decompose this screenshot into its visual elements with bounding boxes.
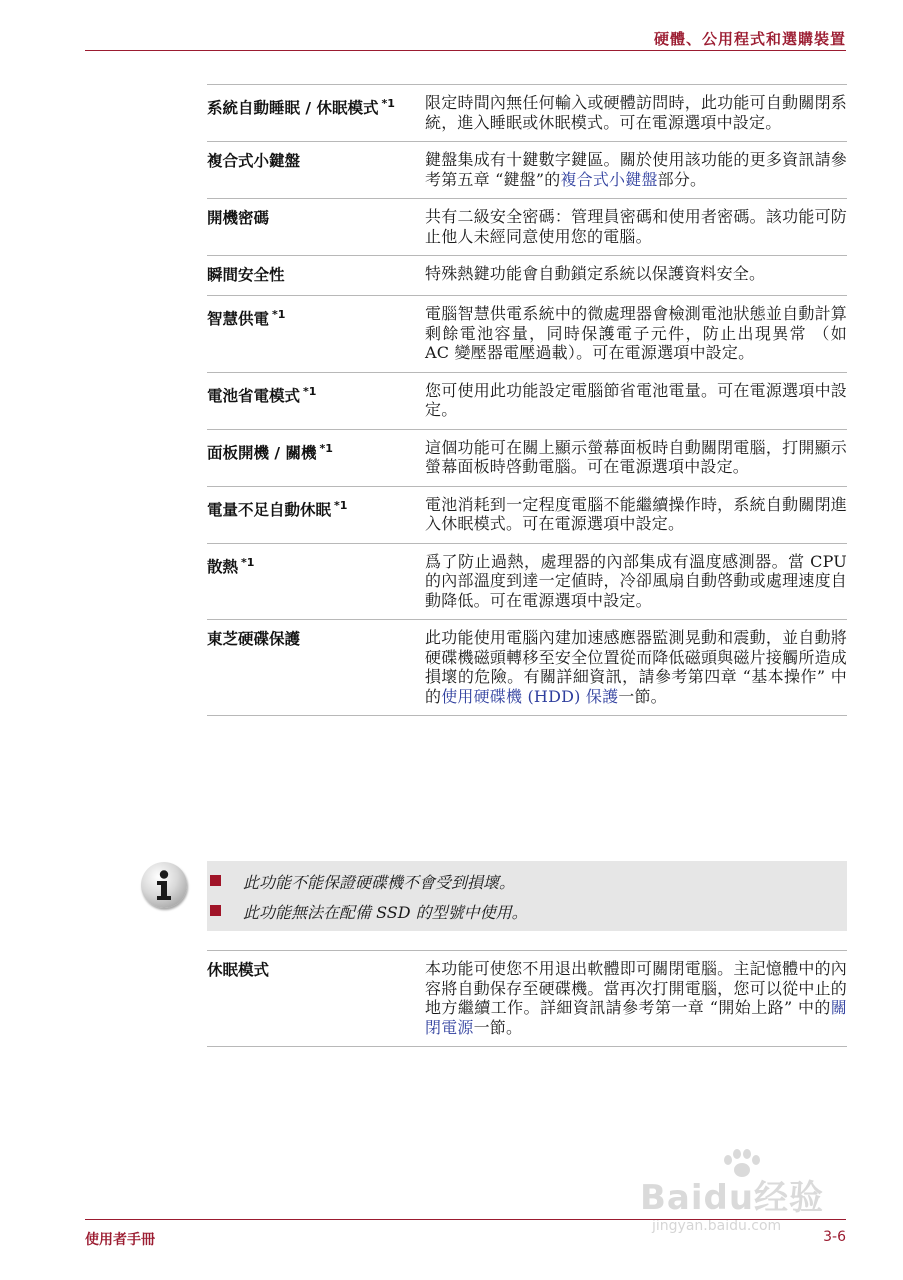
feature-term — [207, 199, 425, 256]
feature-description — [425, 85, 847, 142]
feature-row — [207, 296, 847, 373]
running-header: 硬體、公用程式和選購裝置 — [653, 30, 846, 48]
feature-description — [425, 951, 847, 1047]
feature-row — [207, 142, 847, 199]
feature-description — [425, 620, 847, 716]
feature-description — [425, 256, 847, 296]
cross-reference-link[interactable]: 關閉電源 — [425, 998, 847, 1037]
cross-reference-link[interactable]: 複合式小鍵盤 — [560, 169, 658, 189]
page-number: 3-6 — [823, 1229, 846, 1245]
footer-manual-title: 使用者手冊 — [85, 1232, 155, 1248]
description-text: 鍵盤集成有十鍵數字鍵區。關於使用該功能的更多資訊請參考第五章 “鍵盤”的 — [425, 150, 847, 189]
description-text: 部分。 — [657, 169, 707, 189]
watermark-text: Baidu经验 — [640, 1178, 825, 1218]
feature-term-text: 電量不足自動休眠 — [207, 500, 332, 519]
description-text: 這個功能可在關上顯示螢幕面板時自動關閉電腦，打開顯示螢幕面板時啓動電腦。可在電源選項中設定。 — [425, 437, 847, 476]
feature-row — [207, 486, 847, 543]
description-text: 共有二級安全密碼：管理員密碼和使用者密碼。該功能可防止他人未經同意使用您的電腦。 — [425, 207, 847, 246]
description-text: 限定時間內無任何輸入或硬體訪問時，此功能可自動關閉系統，進入睡眠或休眠模式。可在電源選項中設定。 — [425, 93, 847, 132]
feature-table-hibernation — [207, 950, 847, 1047]
footnote-marker: *1 — [303, 384, 317, 398]
bullet-square-icon — [210, 905, 221, 916]
feature-term — [207, 142, 425, 199]
footer-divider — [85, 1219, 846, 1220]
feature-term — [207, 85, 425, 142]
watermark-url: jingyan.baidu.com — [652, 1218, 782, 1234]
description-text: 此功能使用電腦內建加速感應器監測晃動和震動，並自動將硬碟機磁頭轉移至安全位置從而降低磁頭與磁片接觸所造成損壞的危險。有關詳細資訊，請參考第四章 “基本操作” 中的 — [425, 628, 847, 706]
description-text: 一節。 — [473, 1017, 523, 1037]
description-text: 本功能可使您不用退出軟體即可關閉電腦。主記憶體中的內容將自動保存至硬碟機。當再次打開電腦，您可以從中止的地方繼續工作。詳細資訊請參考第一章 “開始上路” 中的 — [425, 959, 847, 1017]
feature-description — [425, 296, 847, 373]
feature-table — [207, 84, 847, 716]
feature-term-text: 電池省電模式 — [207, 386, 301, 405]
feature-term — [207, 256, 425, 296]
feature-description — [425, 429, 847, 486]
feature-term — [207, 543, 425, 620]
feature-term — [207, 296, 425, 373]
feature-term — [207, 486, 425, 543]
description-text: 電池消耗到一定程度電腦不能繼續操作時，系統自動關閉進入休眠模式。可在電源選項中設定。 — [425, 494, 847, 533]
description-text: 爲了防止過熱，處理器的內部集成有溫度感測器。當 CPU 的內部溫度到達一定値時，冷卻風扇自動啓動或處理速度自動降低。可在電源選項中設定。 — [425, 551, 847, 610]
feature-term-text: 智慧供電 — [207, 310, 270, 329]
note-text: 此功能不能保證硬碟機不會受到損壞。 — [243, 873, 516, 892]
note-box — [207, 861, 847, 931]
cross-reference-link[interactable]: 使用硬碟機 (HDD) 保護 — [441, 686, 619, 706]
feature-row — [207, 543, 847, 620]
feature-term-text: 散熱 — [207, 557, 239, 576]
feature-term-text: 面板開機 / 關機 — [207, 443, 317, 462]
footnote-marker: *1 — [272, 308, 286, 321]
footnote-marker: *1 — [334, 498, 348, 512]
feature-term-text: 瞬間安全性 — [207, 266, 285, 284]
description-text: 您可使用此功能設定電腦節省電池電量。可在電源選項中設定。 — [425, 380, 847, 419]
description-text: 電腦智慧供電系統中的微處理器會檢測電池狀態並自動計算剩餘電池容量，同時保護電子元件，防止出現異常 （如 AC 變壓器電壓過載）。可在電源選項中設定。 — [425, 304, 847, 362]
footnote-marker: *1 — [319, 441, 333, 455]
info-icon — [141, 862, 187, 908]
feature-term-text: 休眠模式 — [207, 961, 270, 979]
footnote-marker: *1 — [241, 555, 255, 569]
feature-row — [207, 620, 847, 716]
feature-term-text: 系統自動睡眠 / 休眠模式 — [207, 99, 379, 118]
feature-row — [207, 85, 847, 142]
feature-row — [207, 256, 847, 296]
feature-row — [207, 951, 847, 1047]
feature-description — [425, 142, 847, 199]
feature-row — [207, 199, 847, 256]
feature-row — [207, 429, 847, 486]
feature-description — [425, 372, 847, 429]
feature-term-text: 開機密碼 — [207, 209, 270, 227]
feature-term — [207, 372, 425, 429]
feature-description — [425, 199, 847, 256]
bullet-square-icon — [210, 875, 221, 886]
feature-term-text: 複合式小鍵盤 — [207, 152, 301, 170]
feature-description — [425, 543, 847, 620]
feature-term — [207, 951, 425, 1047]
feature-row — [207, 372, 847, 429]
feature-description — [425, 486, 847, 543]
description-text: 特殊熱鍵功能會自動鎖定系統以保護資料安全。 — [425, 264, 766, 283]
header-divider — [85, 50, 846, 51]
feature-term — [207, 620, 425, 716]
feature-term — [207, 429, 425, 486]
description-text: 一節。 — [618, 686, 667, 706]
note-text: 此功能無法在配備 SSD 的型號中使用。 — [243, 903, 528, 922]
feature-term-text: 東芝硬碟保護 — [207, 630, 301, 648]
footnote-marker: *1 — [381, 97, 395, 110]
